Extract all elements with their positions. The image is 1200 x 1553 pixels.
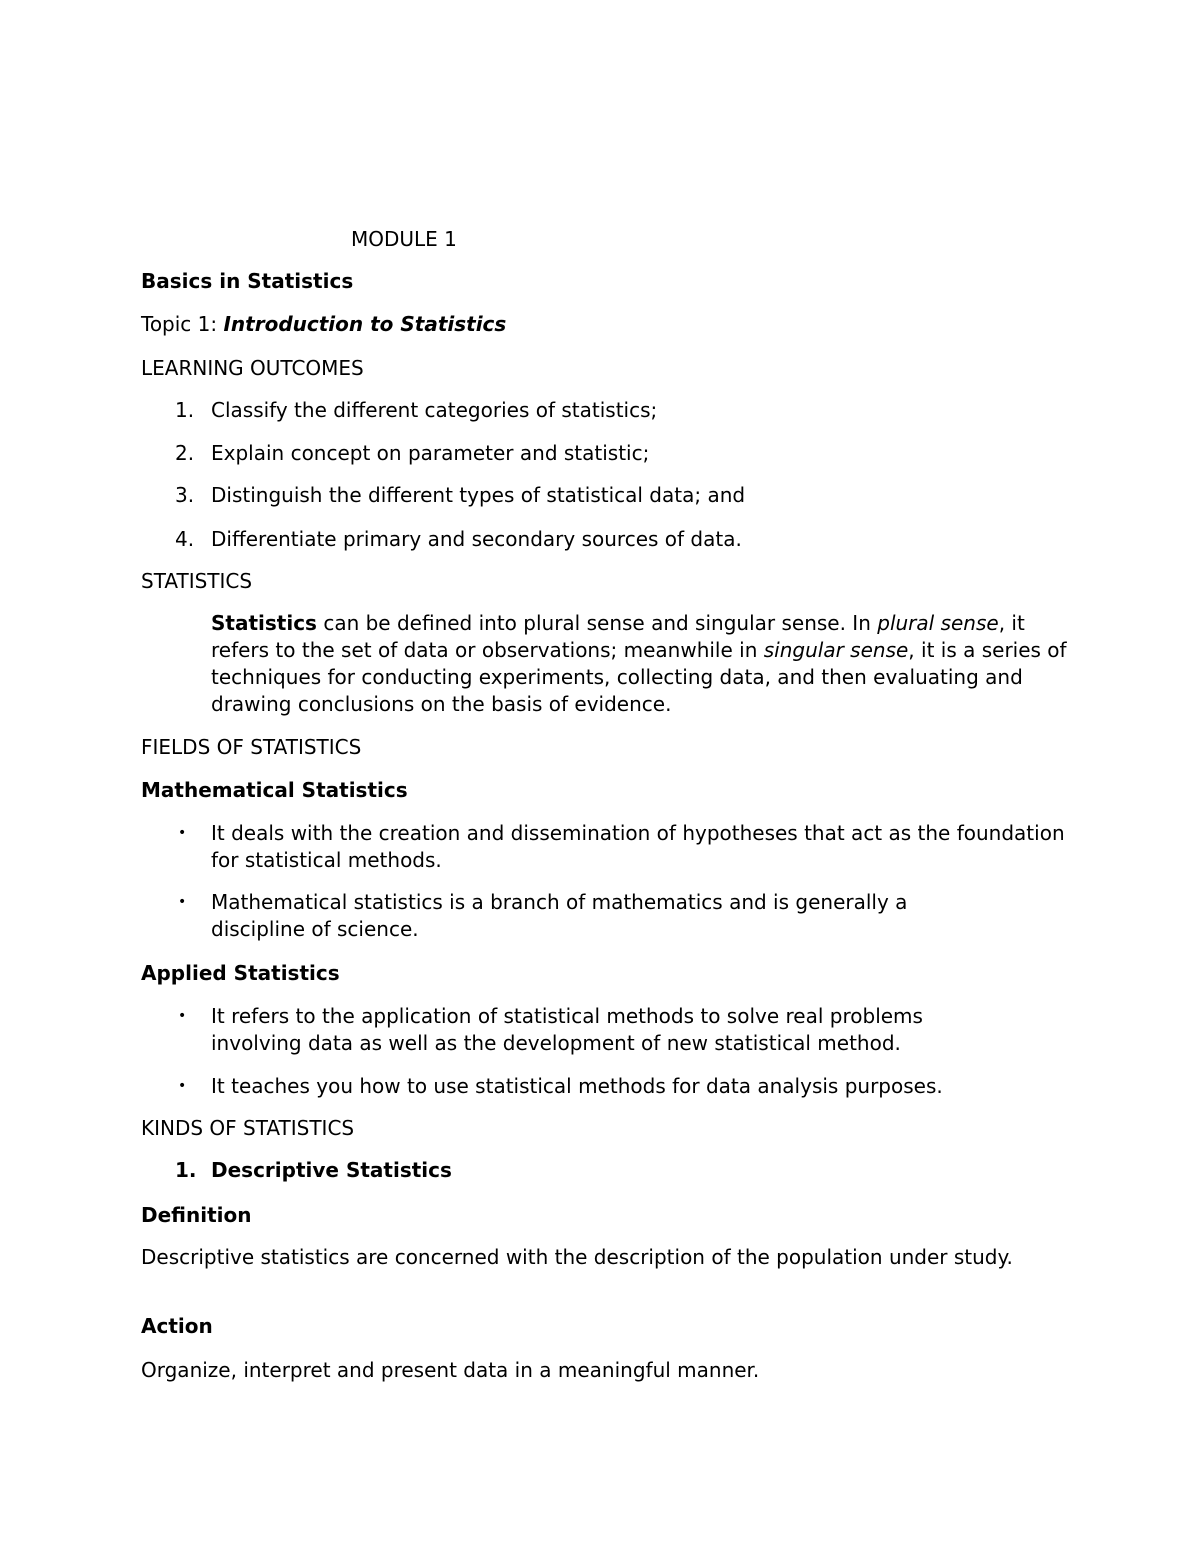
action-text: Organize, interpret and present data in a meaningful manner. — [141, 1358, 760, 1382]
mathematical-statistics-heading: Mathematical Statistics — [141, 778, 408, 802]
list-item-text: It teaches you how to use statistical methods for data analysis purposes. — [211, 1074, 943, 1098]
learning-outcomes-heading: LEARNING OUTCOMES — [141, 356, 364, 380]
fields-heading: FIELDS OF STATISTICS — [141, 735, 362, 759]
list-item-number: 2. — [175, 441, 195, 465]
definition-heading: Definition — [141, 1203, 252, 1227]
list-item-number: 1. — [175, 1158, 197, 1182]
definition-text: Descriptive statistics are concerned with the description of the population under study. — [141, 1245, 1013, 1269]
definition-text-1: can be defined into plural sense and singular sense. In — [316, 611, 878, 635]
bullet-icon: • — [178, 894, 187, 910]
definition-text-2: , it refers to the set of data or observations; meanwhile in — [211, 611, 1025, 662]
list-item-text: It refers to the application of statistical methods to solve real problems involving data as well as the development of new statistical method. — [211, 1004, 923, 1055]
list-item-text: Mathematical statistics is a branch of mathematics and is generally a discipline of science. — [211, 890, 908, 941]
descriptive-statistics-title: Descriptive Statistics — [211, 1158, 452, 1182]
list-item-text: Differentiate primary and secondary sources of data. — [211, 527, 742, 551]
course-title: Basics in Statistics — [141, 269, 354, 293]
list-item-number: 4. — [175, 527, 195, 551]
statistics-heading: STATISTICS — [141, 569, 253, 593]
list-item-text: Distinguish the different types of statistical data; and — [211, 483, 746, 507]
topic-heading — [141, 311, 506, 338]
list-item-text: It deals with the creation and dissemination of hypotheses that act as the foundation for statistical methods. — [211, 821, 1065, 872]
list-item-number: 1. — [175, 398, 195, 422]
applied-statistics-heading: Applied Statistics — [141, 961, 340, 985]
topic-prefix: Topic 1: — [141, 312, 224, 336]
definition-text-3: , it is a series of techniques for conducting experiments, collecting data, and then evaluating and drawing conclusions on the basis of evidence. — [211, 638, 1067, 716]
list-item-text: Explain concept on parameter and statistic; — [211, 441, 650, 465]
kinds-heading: KINDS OF STATISTICS — [141, 1116, 355, 1140]
list-item-text: Classify the different categories of statistics; — [211, 398, 658, 422]
action-heading: Action — [141, 1314, 213, 1338]
module-title: MODULE 1 — [351, 227, 457, 251]
list-item-number: 3. — [175, 483, 195, 507]
bullet-icon: • — [178, 825, 187, 841]
plural-sense-term: plural sense — [877, 611, 999, 635]
singular-sense-term: singular sense — [763, 638, 909, 662]
statistics-term: Statistics — [211, 611, 317, 635]
bullet-icon: • — [178, 1008, 187, 1024]
bullet-icon: • — [178, 1078, 187, 1094]
topic-title: Introduction to Statistics — [223, 312, 507, 336]
statistics-definition — [211, 610, 1071, 718]
